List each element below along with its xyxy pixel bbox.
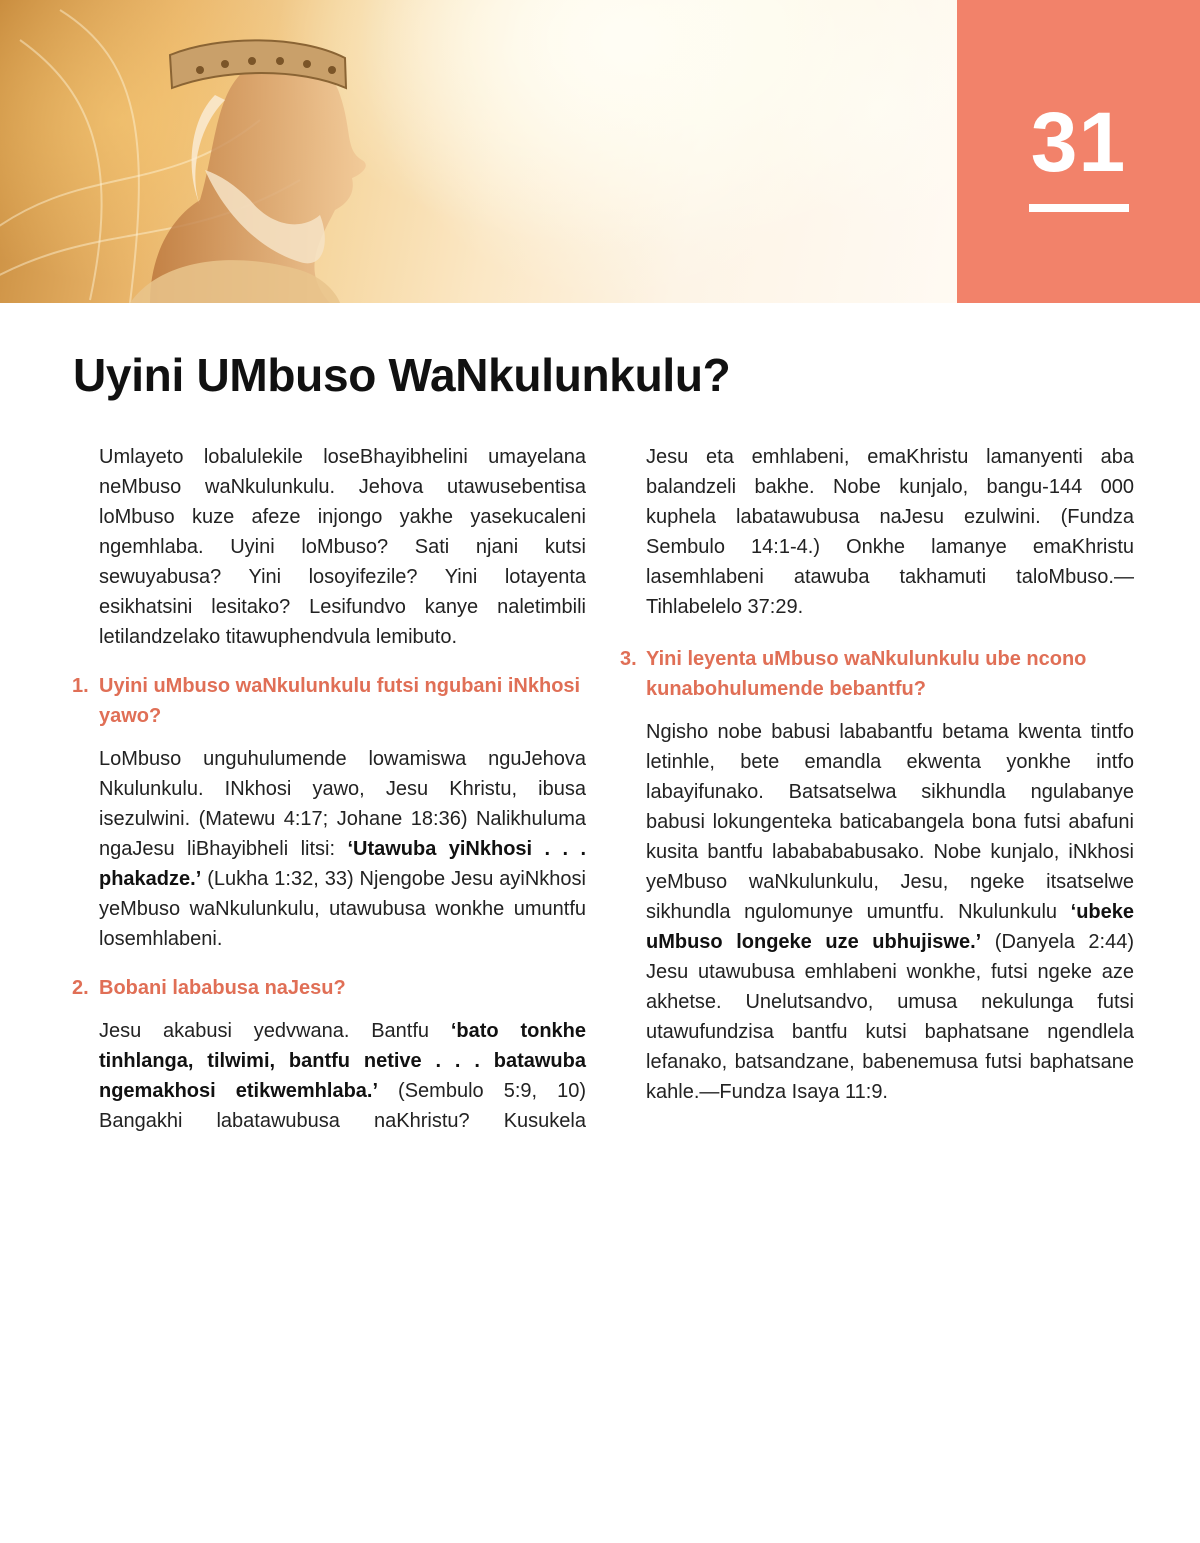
lesson-number-badge	[957, 0, 1200, 303]
scripture-quote: ‘ubeke uMbuso longeke uze ubhujiswe.’	[646, 901, 1134, 953]
answer-1-paragraph: LoMbuso unguhulumende lowamiswa nguJehova Nkulunkulu. INkhosi yawo, Jesu Khristu, ibusa isezulwini. (Matewu 4:17; Johane 18:36) Nalikhuluma ngaJesu liBhayibheli litsi: ‘Utawuba yiNkhosi . . . phakadze.’ (Lukha 1:32, 33) Njengobe Jesu ayiNkhosi yeMbuso waNkulunkulu, utawubusa wonkhe umuntfu losemhlabeni.	[99, 748, 586, 950]
question-3: 3. Yini leyenta uMbuso waNkulunkulu ube ncono kunabohulumende bebantfu?	[620, 648, 1087, 700]
hero-image	[0, 0, 957, 303]
lesson-number: 31	[1030, 95, 1127, 189]
scripture-quote: ‘Utawuba yiNkhosi . . . phakadze.’	[99, 838, 586, 890]
lesson-title: Uyini UMbuso WaNkulunkulu?	[73, 349, 731, 401]
answer-2-paragraph: Jesu akabusi yedvwana. Bantfu ‘bato tonkhe tinhlanga, tilwimi, bantfu netive . . . batawuba ngemakhosi etikwemhlaba.’ (Sembulo 5:9, 10) Bangakhi labatawubusa naKhristu? Kusukela	[99, 1020, 586, 1132]
intro-paragraph: Umlayeto lobalulekile loseBhayibhelini umayelana neMbuso waNkulunkulu. Jehova utawusebentisa loMbuso kuze afeze injongo yakhe yasekucaleni ngemhlaba. Uyini loMbuso? Sati njani kutsi sewuyabusa? Yini losoyifezile? Yini lotayenta esikhatsini lesitako? Lesifundvo kanye naletimbili letilandzelako titawuphendvula lemibuto.	[99, 446, 586, 648]
answer-2-continued: Jesu eta emhlabeni, emaKhristu lamanyenti aba balandzeli bakhe. Nobe kunjalo, bangu-144 000 kuphela labatawubusa naJesu ezulwini. (Fundza Sembulo 14:1-4.) Onkhe lamanye emaKhristu lasemhlabeni atawuba takhamuti taloMbuso.—Tihlabelelo 37:29.	[646, 446, 1134, 618]
question-2: 2. Bobani lababusa naJesu?	[72, 977, 346, 999]
answer-3-paragraph: Ngisho nobe babusi lababantfu betama kwenta tintfo letinhle, bete emandla ekwenta yonkhe intfo labayifunako. Batsatselwa sikhundla ngulabanye babusi lokungenteka baticabangela bona futsi abafuni kusita bantfu lababababusako. Nobe kunjalo, iNkhosi yeMbuso waNkulunkulu, Jesu, ngeke itsatselwe sikhundla ngulomunye umuntfu. Nkulunkulu ‘ubeke uMbuso longeke uze ubhujiswe.’ (Danyela 2:44) Jesu utawubusa emhlabeni wonkhe, futsi ngeke aze akhetse. Unelutsandvo, umusa nekulunga futsi utawufundzisa bantfu kutsi baphatsane ngendlela lefanako, batsandzane, babenemusa futsi baphatsane kahle.—Fundza Isaya 11:9.	[646, 721, 1134, 1103]
lesson-number-underline	[1029, 204, 1129, 212]
left-column	[72, 442, 586, 1136]
scripture-quote: ‘bato tonkhe tinhlanga, tilwimi, bantfu netive . . . batawuba ngemakhosi etikwemhlaba.’	[99, 1020, 586, 1102]
right-column	[620, 442, 1134, 1107]
crowned-king-image	[0, 0, 957, 303]
question-1: 1. Uyini uMbuso waNkulunkulu futsi ngubani iNkhosi yawo?	[72, 675, 581, 727]
